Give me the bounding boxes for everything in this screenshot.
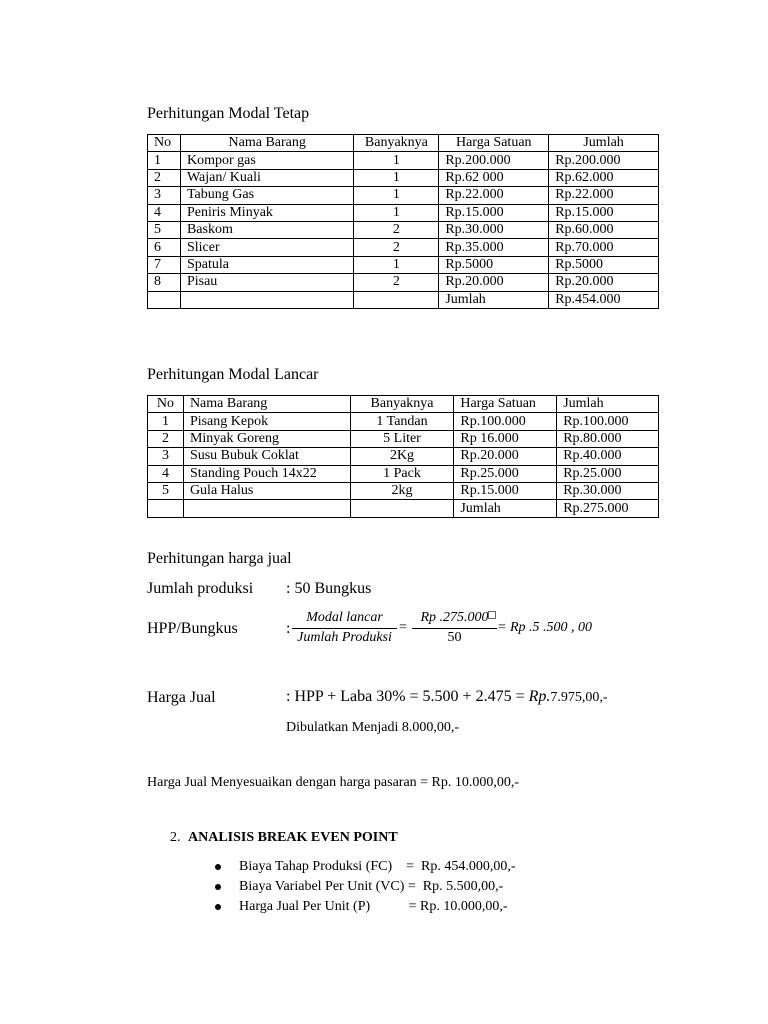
table-cell: 3 <box>148 187 181 204</box>
modal-lancar-row <box>148 482 659 499</box>
jumlah-produksi-label: Jumlah produksi <box>147 580 254 597</box>
table-cell: Pisang Kepok <box>183 413 350 430</box>
total-value: Rp.454.000 <box>549 291 659 308</box>
fraction-line <box>412 628 497 629</box>
table-cell: Rp.25.000 <box>557 465 659 482</box>
harga-jual-result: 7.975,00,- <box>550 690 608 705</box>
header-cell: Banyaknya <box>350 396 454 413</box>
bullet-icon <box>215 864 221 870</box>
table-total-row <box>148 291 659 308</box>
table-cell: Rp.20.000 <box>454 448 557 465</box>
table-cell: 2 <box>354 239 439 256</box>
empty-cell <box>350 500 454 517</box>
hpp-denominator: Jumlah Produksi <box>297 630 392 645</box>
empty-cell <box>183 500 350 517</box>
table-cell: 5 <box>148 221 181 238</box>
table-cell: Rp.100.000 <box>454 413 557 430</box>
table-cell: Slicer <box>180 239 353 256</box>
table-cell: Rp.30.000 <box>557 482 659 499</box>
table-cell: 1 <box>148 413 184 430</box>
table-cell: Rp.35.000 <box>439 239 549 256</box>
modal-tetap-row <box>148 256 659 273</box>
table-cell: 1 <box>354 169 439 186</box>
modal-tetap-row <box>148 204 659 221</box>
table-cell: Rp.200.000 <box>439 152 549 169</box>
empty-cell <box>180 291 353 308</box>
harga-jual-label: Harga Jual <box>147 689 216 706</box>
table-cell: Gula Halus <box>183 482 350 499</box>
modal-tetap-row <box>148 239 659 256</box>
modal-lancar-table <box>147 395 659 518</box>
table-cell: Rp.22.000 <box>549 187 659 204</box>
table-cell: 2 <box>148 169 181 186</box>
jumlah-produksi-value: : 50 Bungkus <box>286 580 372 597</box>
table-cell: Rp.15.000 <box>454 482 557 499</box>
table-cell: Rp.20.000 <box>549 274 659 291</box>
bep-item-vc <box>215 877 516 897</box>
header-cell: No <box>148 396 184 413</box>
modal-tetap-row <box>148 274 659 291</box>
table-cell: Rp.60.000 <box>549 221 659 238</box>
empty-cell <box>148 500 184 517</box>
equals-sign: = <box>498 620 506 635</box>
table-cell: 4 <box>148 204 181 221</box>
table-header-row <box>148 135 659 152</box>
header-cell: Jumlah <box>557 396 659 413</box>
table-cell: Rp.30.000 <box>439 221 549 238</box>
table-cell: Rp.62.000 <box>549 169 659 186</box>
equals-sign: = <box>399 620 407 635</box>
table-cell: Peniris Minyak <box>180 204 353 221</box>
table-cell: 2 <box>354 274 439 291</box>
table-cell: 7 <box>148 256 181 273</box>
table-header-row <box>148 396 659 413</box>
table-cell: 1 <box>354 187 439 204</box>
table-cell: 2 <box>148 430 184 447</box>
table-cell: Rp.25.000 <box>454 465 557 482</box>
bep-list <box>215 857 516 917</box>
table-cell: Rp.15.000 <box>549 204 659 221</box>
table-cell: Rp.70.000 <box>549 239 659 256</box>
table-cell: 2kg <box>350 482 454 499</box>
table-cell: Rp.22.000 <box>439 187 549 204</box>
bep-item-text: Biaya Tahap Produksi (FC) = Rp. 454.000,00,- <box>239 859 516 874</box>
table-cell: Standing Pouch 14x22 <box>183 465 350 482</box>
header-cell: Harga Satuan <box>454 396 557 413</box>
modal-lancar-title: Perhitungan Modal Lancar <box>147 366 319 383</box>
table-cell: Rp 16.000 <box>454 430 557 447</box>
table-cell: Rp.200.000 <box>549 152 659 169</box>
table-cell: 1 <box>148 152 181 169</box>
table-cell: Rp.20.000 <box>439 274 549 291</box>
dibulatkan-text: Dibulatkan Menjadi 8.000,00,- <box>286 720 460 735</box>
table-cell: Tabung Gas <box>180 187 353 204</box>
harga-jual-title: Perhitungan harga jual <box>147 550 292 567</box>
empty-cell <box>148 291 181 308</box>
hpp-label: HPP/Bungkus <box>147 620 238 637</box>
table-cell: 5 Liter <box>350 430 454 447</box>
table-cell: 1 Pack <box>350 465 454 482</box>
empty-cell <box>354 291 439 308</box>
harga-pasaran-text: Harga Jual Menyesuaikan dengan harga pasaran = Rp. 10.000,00,- <box>147 775 520 790</box>
table-cell: Susu Bubuk Coklat <box>183 448 350 465</box>
total-label: Jumlah <box>439 291 549 308</box>
harga-jual-formula <box>286 688 608 706</box>
harga-jual-formula-text: : HPP + Laba 30% = 5.500 + 2.475 = <box>286 688 529 705</box>
header-cell: No <box>148 135 181 152</box>
table-cell: Rp.5000 <box>549 256 659 273</box>
modal-lancar-row <box>148 465 659 482</box>
modal-lancar-row <box>148 430 659 447</box>
table-cell: 1 <box>354 152 439 169</box>
rp-denominator: 50 <box>447 630 462 645</box>
rp-numerator <box>412 610 497 626</box>
placeholder-box-icon <box>488 611 496 619</box>
bullet-icon <box>215 904 221 910</box>
header-cell: Banyaknya <box>354 135 439 152</box>
table-cell: 2 <box>354 221 439 238</box>
table-cell: 1 <box>354 256 439 273</box>
table-cell: Rp.40.000 <box>557 448 659 465</box>
table-total-row <box>148 500 659 517</box>
bep-item-p <box>215 897 516 917</box>
table-cell: Kompor gas <box>180 152 353 169</box>
modal-tetap-row <box>148 152 659 169</box>
table-cell: 4 <box>148 465 184 482</box>
table-cell: Rp.15.000 <box>439 204 549 221</box>
modal-tetap-row <box>148 169 659 186</box>
harga-jual-rp: Rp. <box>528 688 551 705</box>
hpp-result: Rp .5 .500 , 00 <box>510 620 593 635</box>
bep-item-text: Biaya Variabel Per Unit (VC) = Rp. 5.500,00,- <box>239 879 504 894</box>
table-cell: Spatula <box>180 256 353 273</box>
modal-tetap-row <box>148 221 659 238</box>
table-cell: Rp.5000 <box>439 256 549 273</box>
bep-item-fc <box>215 857 516 877</box>
modal-lancar-row <box>148 448 659 465</box>
modal-tetap-table <box>147 134 659 309</box>
table-cell: Rp.62 000 <box>439 169 549 186</box>
table-cell: 2Kg <box>350 448 454 465</box>
table-cell: Rp.100.000 <box>557 413 659 430</box>
table-cell: 1 <box>354 204 439 221</box>
header-cell: Nama Barang <box>183 396 350 413</box>
bep-title: ANALISIS BREAK EVEN POINT <box>188 830 398 845</box>
fraction-line <box>292 628 397 629</box>
table-cell: Wajan/ Kuali <box>180 169 353 186</box>
table-cell: 6 <box>148 239 181 256</box>
table-cell: Minyak Goreng <box>183 430 350 447</box>
hpp-numerator: Modal lancar <box>306 610 383 625</box>
table-cell: 3 <box>148 448 184 465</box>
bep-number: 2. <box>170 830 181 845</box>
total-value: Rp.275.000 <box>557 500 659 517</box>
header-cell: Jumlah <box>549 135 659 152</box>
table-cell: 8 <box>148 274 181 291</box>
modal-tetap-row <box>148 187 659 204</box>
modal-tetap-title: Perhitungan Modal Tetap <box>147 105 310 122</box>
header-cell: Nama Barang <box>180 135 353 152</box>
table-cell: 1 Tandan <box>350 413 454 430</box>
modal-lancar-row <box>148 413 659 430</box>
rp-numerator-text: Rp .275.000 <box>420 610 489 625</box>
header-cell: Harga Satuan <box>439 135 549 152</box>
table-cell: 5 <box>148 482 184 499</box>
total-label: Jumlah <box>454 500 557 517</box>
table-cell: Baskom <box>180 221 353 238</box>
table-cell: Pisau <box>180 274 353 291</box>
hpp-colon: : <box>286 620 291 637</box>
table-cell: Rp.80.000 <box>557 430 659 447</box>
bep-item-text: Harga Jual Per Unit (P) = Rp. 10.000,00,- <box>239 899 508 914</box>
bullet-icon <box>215 884 221 890</box>
